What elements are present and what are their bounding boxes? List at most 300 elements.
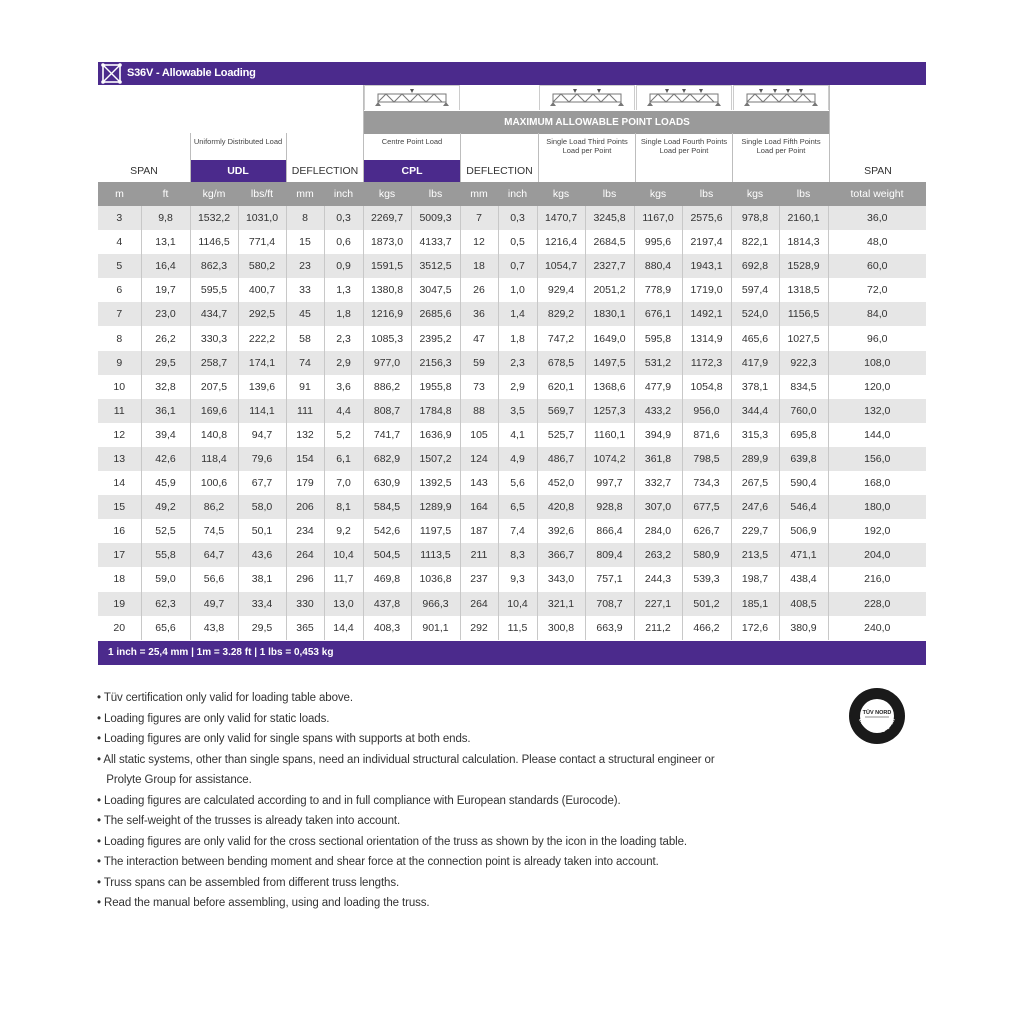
table-cell: 1,8 (324, 302, 363, 326)
table-cell: 23 (286, 254, 324, 278)
table-cell: 392,6 (537, 519, 585, 543)
divider (363, 85, 364, 182)
table-cell: 1830,1 (585, 302, 634, 326)
table-cell: 471,1 (779, 543, 828, 567)
table-cell: 17 (98, 543, 141, 567)
table-cell: 1784,8 (411, 399, 460, 423)
table-cell: 2197,4 (682, 230, 731, 254)
table-cell: 5,6 (498, 471, 537, 495)
table-cell: 73 (460, 375, 498, 399)
table-cell: 465,6 (731, 326, 779, 350)
table-cell: 1036,8 (411, 567, 460, 591)
table-cell: 956,0 (682, 399, 731, 423)
table-cell: 332,7 (634, 471, 682, 495)
table-cell: 5009,3 (411, 206, 460, 230)
table-cell: 798,5 (682, 447, 731, 471)
table-cell: 267,5 (731, 471, 779, 495)
table-cell: 928,8 (585, 495, 634, 519)
table-row (98, 447, 926, 471)
table-cell: 1314,9 (682, 326, 731, 350)
divider (538, 133, 539, 182)
table-cell: 207,5 (190, 375, 238, 399)
table-cell: 88 (460, 399, 498, 423)
units-row (98, 182, 926, 206)
table-cell: 1392,5 (411, 471, 460, 495)
table-cell: 1649,0 (585, 326, 634, 350)
table-cell: 408,3 (363, 616, 411, 640)
table-cell: 1216,4 (537, 230, 585, 254)
tuv-nord-logo (848, 687, 906, 745)
table-row (98, 423, 926, 447)
table-cell: 143 (460, 471, 498, 495)
table-cell: 1167,0 (634, 206, 682, 230)
table-cell: 47 (460, 326, 498, 350)
table-cell: 1591,5 (363, 254, 411, 278)
table-cell: 438,4 (779, 567, 828, 591)
notes-list (97, 688, 777, 914)
unit-header-cell: lbs/ft (250, 188, 274, 200)
table-cell: 995,6 (634, 230, 682, 254)
table-cell: 65,6 (141, 616, 190, 640)
table-cell: 6,1 (324, 447, 363, 471)
unit-header-cell: mm (296, 188, 314, 200)
table-cell: 531,2 (634, 351, 682, 375)
table-cell: 79,6 (238, 447, 286, 471)
table-cell: 292,5 (238, 302, 286, 326)
table-cell: 168,0 (828, 471, 926, 495)
table-row (98, 519, 926, 543)
table-cell: 2575,6 (682, 206, 731, 230)
table-cell: 978,8 (731, 206, 779, 230)
table-cell: 118,4 (190, 447, 238, 471)
table-cell: 834,5 (779, 375, 828, 399)
table-cell: 213,5 (731, 543, 779, 567)
table-cell: 20 (98, 616, 141, 640)
table-cell: 45 (286, 302, 324, 326)
table-cell: 525,7 (537, 423, 585, 447)
table-cell: 74,5 (190, 519, 238, 543)
table-cell: 32,8 (141, 375, 190, 399)
table-cell: 343,0 (537, 567, 585, 591)
table-cell: 1814,3 (779, 230, 828, 254)
table-cell: 39,4 (141, 423, 190, 447)
table-cell: 366,7 (537, 543, 585, 567)
table-cell: 1289,9 (411, 495, 460, 519)
table-cell: 156,0 (828, 447, 926, 471)
table-cell: 2,3 (324, 326, 363, 350)
table-cell: 1054,7 (537, 254, 585, 278)
table-cell: 18 (98, 567, 141, 591)
table-cell: 59,0 (141, 567, 190, 591)
table-row (98, 495, 926, 519)
table-cell: 506,9 (779, 519, 828, 543)
table-cell: 140,8 (190, 423, 238, 447)
table-cell: 901,1 (411, 616, 460, 640)
table-cell: 289,9 (731, 447, 779, 471)
table-cell: 1054,8 (682, 375, 731, 399)
table-cell: 8,1 (324, 495, 363, 519)
qpl-label: QPL (673, 165, 695, 177)
table-cell: 67,7 (238, 471, 286, 495)
cpl-description: Centre Point Load (381, 137, 443, 146)
table-cell: 3245,8 (585, 206, 634, 230)
table-cell: 1492,1 (682, 302, 731, 326)
note-item: • Truss spans can be assembled from different truss lengths. (97, 876, 400, 889)
table-cell: 2684,5 (585, 230, 634, 254)
conversion-text: 1 inch = 25,4 mm | 1m = 3.28 ft | 1 lbs = 0,453 kg (108, 647, 334, 658)
table-cell: 6,5 (498, 495, 537, 519)
table-cell: 1160,1 (585, 423, 634, 447)
table-row (98, 616, 926, 640)
table-cell: 757,1 (585, 567, 634, 591)
table-cell: 38,1 (238, 567, 286, 591)
table-cell: 11,5 (498, 616, 537, 640)
table-cell: 264 (286, 543, 324, 567)
table-cell: 1943,1 (682, 254, 731, 278)
table-cell: 676,1 (634, 302, 682, 326)
table-cell: 378,1 (731, 375, 779, 399)
table-row (98, 351, 926, 375)
unit-header-cell: kgs (649, 188, 667, 200)
table-cell: 315,3 (731, 423, 779, 447)
table-row (98, 326, 926, 350)
loading-table (98, 206, 926, 640)
table-cell: 144,0 (828, 423, 926, 447)
table-cell: 771,4 (238, 230, 286, 254)
table-cell: 420,8 (537, 495, 585, 519)
table-cell: 229,7 (731, 519, 779, 543)
table-cell: 4 (98, 230, 141, 254)
table-cell: 929,4 (537, 278, 585, 302)
table-cell: 501,2 (682, 592, 731, 616)
table-cell: 124 (460, 447, 498, 471)
table-cell: 1,4 (498, 302, 537, 326)
table-cell: 9 (98, 351, 141, 375)
divider (635, 133, 636, 182)
table-cell: 437,8 (363, 592, 411, 616)
table-cell: 524,0 (731, 302, 779, 326)
unit-header-cell: ft (162, 188, 169, 200)
fpl-description: Single Load Fifth Points Load per Point (741, 137, 821, 155)
table-cell: 0,3 (324, 206, 363, 230)
table-cell: 36,1 (141, 399, 190, 423)
table-cell: 10 (98, 375, 141, 399)
table-cell: 3,6 (324, 375, 363, 399)
unit-header-cell: inch (333, 188, 354, 200)
table-cell: 692,8 (731, 254, 779, 278)
table-cell: 580,2 (238, 254, 286, 278)
table-cell: 36,0 (828, 206, 926, 230)
conversion-bar (98, 641, 926, 665)
table-cell: 2051,2 (585, 278, 634, 302)
table-row (98, 254, 926, 278)
table-cell: 74 (286, 351, 324, 375)
table-cell: 695,8 (779, 423, 828, 447)
table-cell: 809,4 (585, 543, 634, 567)
unit-header-cell: inch (507, 188, 528, 200)
table-cell: 174,1 (238, 351, 286, 375)
unit-header-cell: lbs (428, 188, 443, 200)
unit-header-cell: kgs (746, 188, 764, 200)
table-cell: 639,8 (779, 447, 828, 471)
table-cell: 1507,2 (411, 447, 460, 471)
table-cell: 58,0 (238, 495, 286, 519)
table-cell: 1197,5 (411, 519, 460, 543)
note-item: • Loading figures are only valid for single spans with supports at both ends. (97, 733, 471, 745)
table-cell: 180,0 (828, 495, 926, 519)
table-row (98, 278, 926, 302)
span-label: SPAN (130, 165, 158, 177)
table-cell: 296 (286, 567, 324, 591)
deflection-label-2: DEFLECTION (466, 165, 533, 177)
table-cell: 49,2 (141, 495, 190, 519)
table-cell: 132 (286, 423, 324, 447)
table-cell: 45,9 (141, 471, 190, 495)
table-cell: 569,7 (537, 399, 585, 423)
table-cell: 2160,1 (779, 206, 828, 230)
table-cell: 43,8 (190, 616, 238, 640)
unit-header-cell: total weight (850, 188, 904, 200)
table-cell: 708,7 (585, 592, 634, 616)
table-cell: 997,7 (585, 471, 634, 495)
table-cell: 12 (460, 230, 498, 254)
table-cell: 1532,2 (190, 206, 238, 230)
table-cell: 227,1 (634, 592, 682, 616)
table-cell: 198,7 (731, 567, 779, 591)
table-cell: 4133,7 (411, 230, 460, 254)
table-cell: 580,9 (682, 543, 731, 567)
table-row (98, 230, 926, 254)
table-cell: 1318,5 (779, 278, 828, 302)
table-cell: 469,8 (363, 567, 411, 591)
table-cell: 747,2 (537, 326, 585, 350)
table-cell: 1031,0 (238, 206, 286, 230)
table-cell: 56,6 (190, 567, 238, 591)
table-cell: 1636,9 (411, 423, 460, 447)
table-cell: 2,9 (498, 375, 537, 399)
table-cell: 760,0 (779, 399, 828, 423)
table-cell: 584,5 (363, 495, 411, 519)
title-bar (98, 62, 926, 85)
svg-text:TÜV NORD: TÜV NORD (862, 710, 892, 716)
table-cell: 15 (286, 230, 324, 254)
table-cell: 1156,5 (779, 302, 828, 326)
table-cell: 2,3 (498, 351, 537, 375)
divider (732, 133, 733, 182)
table-cell: 734,3 (682, 471, 731, 495)
table-cell: 7,4 (498, 519, 537, 543)
table-cell: 240,0 (828, 616, 926, 640)
table-cell: 222,2 (238, 326, 286, 350)
table-cell: 626,7 (682, 519, 731, 543)
table-row (98, 567, 926, 591)
table-cell: 0,6 (324, 230, 363, 254)
divider (190, 133, 191, 182)
table-cell: 292 (460, 616, 498, 640)
truss-fpl-icon (733, 85, 829, 110)
table-cell: 361,8 (634, 447, 682, 471)
udl-label: UDL (190, 160, 286, 182)
note-item: • All static systems, other than single spans, need an individual structural calculation. Please contact a structural engineer or (97, 753, 715, 766)
truss-square-icon (101, 63, 122, 84)
table-cell: 204,0 (828, 543, 926, 567)
table-cell: 192,0 (828, 519, 926, 543)
table-cell: 33,4 (238, 592, 286, 616)
table-cell: 23,0 (141, 302, 190, 326)
table-cell: 1497,5 (585, 351, 634, 375)
table-cell: 5,2 (324, 423, 363, 447)
table-cell: 15 (98, 495, 141, 519)
table-cell: 477,9 (634, 375, 682, 399)
svg-text:Baumuster geprüft: Baumuster geprüft (857, 717, 897, 735)
truss-cpl-icon (364, 85, 460, 110)
note-item: • Loading figures are only valid for static loads. (97, 712, 330, 725)
table-cell: 96,0 (828, 326, 926, 350)
table-cell: 741,7 (363, 423, 411, 447)
table-cell: 185,1 (731, 592, 779, 616)
table-cell: 9,8 (141, 206, 190, 230)
table-cell: 922,3 (779, 351, 828, 375)
table-cell: 91 (286, 375, 324, 399)
table-cell: 84,0 (828, 302, 926, 326)
table-cell: 244,3 (634, 567, 682, 591)
table-cell: 330 (286, 592, 324, 616)
table-cell: 19,7 (141, 278, 190, 302)
table-row (98, 375, 926, 399)
table-cell: 1380,8 (363, 278, 411, 302)
table-cell: 1113,5 (411, 543, 460, 567)
unit-header-cell: lbs (699, 188, 714, 200)
udl-description: Uniformly Distributed Load (193, 137, 283, 146)
table-cell: 132,0 (828, 399, 926, 423)
table-cell: 13,1 (141, 230, 190, 254)
table-cell: 486,7 (537, 447, 585, 471)
note-item: Prolyte Group for assistance. (97, 774, 252, 786)
note-item: • The interaction between bending moment and shear force at the connection point is already taken into account. (97, 856, 659, 868)
divider (829, 85, 830, 182)
table-cell: 72,0 (828, 278, 926, 302)
table-cell: 778,9 (634, 278, 682, 302)
table-cell: 300,8 (537, 616, 585, 640)
note-item: • Tüv certification only valid for loading table above. (97, 692, 353, 704)
table-cell: 29,5 (141, 351, 190, 375)
table-cell: 886,2 (363, 375, 411, 399)
table-cell: 1074,2 (585, 447, 634, 471)
table-cell: 26,2 (141, 326, 190, 350)
table-cell: 164 (460, 495, 498, 519)
table-cell: 187 (460, 519, 498, 543)
table-cell: 36 (460, 302, 498, 326)
unit-header-cell: kgs (552, 188, 570, 200)
tpl-label: TPL (577, 165, 597, 177)
table-cell: 52,5 (141, 519, 190, 543)
table-cell: 344,4 (731, 399, 779, 423)
table-cell: 1528,9 (779, 254, 828, 278)
table-cell: 228,0 (828, 592, 926, 616)
table-row (98, 543, 926, 567)
table-cell: 1216,9 (363, 302, 411, 326)
table-cell: 16 (98, 519, 141, 543)
table-cell: 9,2 (324, 519, 363, 543)
table-cell: 237 (460, 567, 498, 591)
table-cell: 663,9 (585, 616, 634, 640)
table-cell: 64,7 (190, 543, 238, 567)
table-cell: 1873,0 (363, 230, 411, 254)
table-cell: 466,2 (682, 616, 731, 640)
table-cell: 539,3 (682, 567, 731, 591)
table-row (98, 471, 926, 495)
note-item: • Loading figures are calculated according to and in full compliance with European standards (Eurocode). (97, 794, 621, 807)
table-cell: 49,7 (190, 592, 238, 616)
table-cell: 822,1 (731, 230, 779, 254)
table-cell: 3512,5 (411, 254, 460, 278)
table-cell: 42,6 (141, 447, 190, 471)
unit-header-cell: m (115, 188, 124, 200)
page-title: S36V - Allowable Loading (127, 67, 256, 79)
table-cell: 111 (286, 399, 324, 423)
note-item: • Read the manual before assembling, using and loading the truss. (97, 897, 430, 909)
table-cell: 26 (460, 278, 498, 302)
table-row (98, 206, 926, 230)
table-cell: 307,0 (634, 495, 682, 519)
table-cell: 48,0 (828, 230, 926, 254)
table-cell: 154 (286, 447, 324, 471)
unit-header-cell: mm (470, 188, 488, 200)
table-cell: 321,1 (537, 592, 585, 616)
table-cell: 100,6 (190, 471, 238, 495)
table-cell: 43,6 (238, 543, 286, 567)
table-cell: 58 (286, 326, 324, 350)
table-cell: 2269,7 (363, 206, 411, 230)
unit-header-cell: lbs (602, 188, 617, 200)
table-cell: 1085,3 (363, 326, 411, 350)
table-cell: 62,3 (141, 592, 190, 616)
qpl-description: Single Load Fourth Points Load per Point (640, 137, 728, 155)
table-cell: 977,0 (363, 351, 411, 375)
table-cell: 330,3 (190, 326, 238, 350)
table-cell: 7,0 (324, 471, 363, 495)
table-cell: 862,3 (190, 254, 238, 278)
table-cell: 2156,3 (411, 351, 460, 375)
tpl-description: Single Load Third Points Load per Point (546, 137, 628, 155)
max-point-loads-header: MAXIMUM ALLOWABLE POINT LOADS (364, 111, 830, 134)
table-cell: 1172,3 (682, 351, 731, 375)
fpl-label: FPL (771, 165, 791, 177)
table-cell: 630,9 (363, 471, 411, 495)
table-cell: 211 (460, 543, 498, 567)
table-cell: 1257,3 (585, 399, 634, 423)
table-cell: 1470,7 (537, 206, 585, 230)
table-cell: 105 (460, 423, 498, 447)
table-cell: 7 (460, 206, 498, 230)
table-cell: 234 (286, 519, 324, 543)
table-cell: 408,5 (779, 592, 828, 616)
table-cell: 247,6 (731, 495, 779, 519)
table-cell: 6 (98, 278, 141, 302)
table-cell: 169,6 (190, 399, 238, 423)
table-cell: 590,4 (779, 471, 828, 495)
truss-tpl-icon (539, 85, 635, 110)
table-cell: 1,3 (324, 278, 363, 302)
table-cell: 1719,0 (682, 278, 731, 302)
table-cell: 11 (98, 399, 141, 423)
table-cell: 620,1 (537, 375, 585, 399)
table-cell: 33 (286, 278, 324, 302)
table-cell: 16,4 (141, 254, 190, 278)
table-cell: 59 (460, 351, 498, 375)
table-cell: 1955,8 (411, 375, 460, 399)
table-cell: 179 (286, 471, 324, 495)
